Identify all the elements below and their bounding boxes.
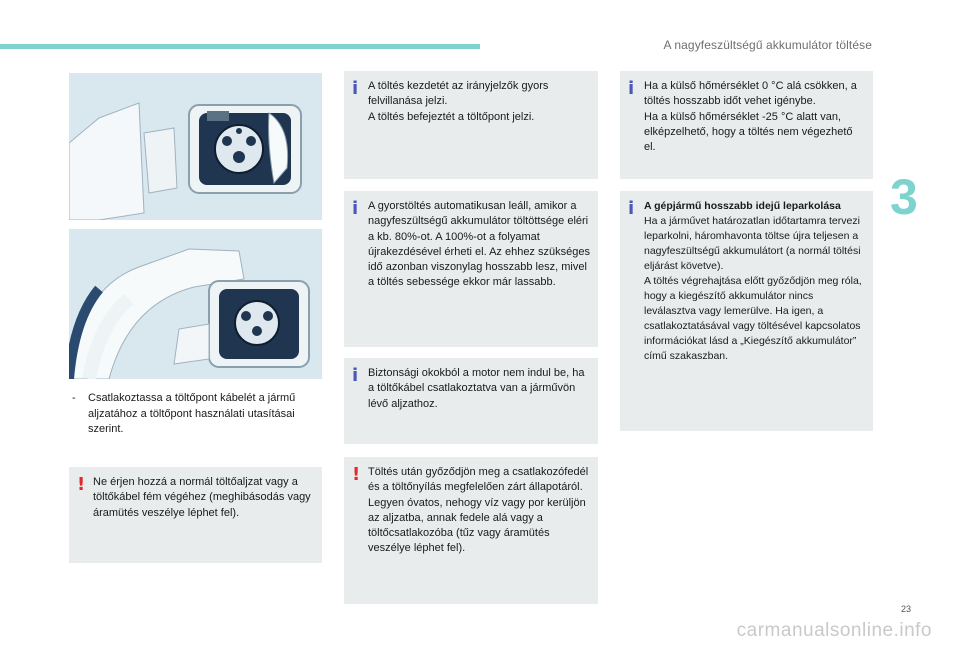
warning-text-line: Legyen óvatos, nehogy víz vagy por kerüljön az aljzatba, annak fedele alá vagy a töltőcsatlakozóba (tűz vagy áramütés veszélye léphet fel). [368, 496, 586, 555]
info-text-line: A töltés végrehajtása előtt győződjön meg róla, hogy a kiegészítő akkumulátor nincs leválasztva vagy lemerülve. Ha igen, a csatlakoztatásával vagy töltésével kapcsolatos információkat lásd a „Kiegészítő akkumulátor” című szakaszban. [644, 275, 862, 362]
temperature-info-box [620, 71, 873, 179]
metal-contact-warning-box [69, 467, 322, 563]
charging-cable-connection-illustration [69, 229, 322, 379]
bullet-text: Csatlakoztassa a töltőpont kábelét a jármű aljzatához a töltőpont használati utasításai szerint. [88, 392, 296, 435]
long-parking-info-box [620, 191, 873, 431]
info-text-line: Ha a külső hőmérséklet 0 °C alá csökken, a töltés hosszabb időt vehet igénybe. [644, 80, 857, 108]
info-icon: i [352, 365, 359, 386]
warning-icon: ! [352, 464, 361, 485]
charging-port-open-illustration [69, 73, 322, 220]
watermark: carmanualsonline.info [736, 620, 932, 641]
info-text-line: A töltés befejeztét a töltőpont jelzi. [368, 110, 535, 123]
header-accent-bar [0, 44, 480, 49]
warning-text-line: Töltés után győződjön meg a csatlakozófedél és a töltőnyílás megfelelően zárt állapotáról. [368, 466, 589, 494]
info-icon: i [628, 78, 635, 99]
warning-icon: ! [77, 474, 86, 495]
info-box-title: A gépjármű hosszabb idejű leparkolása [644, 200, 841, 212]
info-text-line: Ha a külső hőmérséklet -25 °C alatt van, elképzelhető, hogy a töltés nem végezhető el. [644, 110, 853, 154]
connection-instruction-bullet [72, 391, 322, 438]
fast-charge-info-box [344, 191, 598, 347]
after-charge-warning-box [344, 457, 598, 604]
info-icon: i [352, 78, 359, 99]
engine-lock-info-box [344, 358, 598, 444]
info-icon: i [352, 198, 359, 219]
chapter-number: 3 [890, 169, 918, 225]
info-text-line: A töltés kezdetét az irányjelzők gyors felvillanása jelzi. [368, 80, 549, 108]
bullet-dash: - [72, 392, 76, 404]
warning-text: Ne érjen hozzá a normál töltőaljzat vagy a töltőkábel fém végéhez (meghibásodás vagy áramütés veszélye léphet fel). [93, 476, 311, 519]
page-header-title: A nagyfeszültségű akkumulátor töltése [663, 38, 872, 52]
charging-indicator-info-box [344, 71, 598, 179]
page-number: 23 [901, 604, 912, 614]
info-icon: i [628, 198, 635, 219]
info-text: Biztonsági okokból a motor nem indul be, ha a töltőkábel csatlakoztatva van a járművön lévő aljzathoz. [368, 367, 585, 410]
info-text-line: Ha a járművet határozatlan időtartamra tervezi leparkolni, háromhavonta töltse újra teljesen a nagyfeszültségű akkumulátort (a normál töltési eljárást követve). [644, 215, 861, 272]
info-text: A gyorstöltés automatikusan leáll, amikor a nagyfeszültségű akkumulátor töltöttsége eléri a kb. 80%-ot. A 100%-ot a folyamat újrakezdésével érheti el. Az ehhez szükséges idő azonban viszonylag hosszabb lesz, mivel a töltés sebessége ekkor már lassabb. [368, 200, 590, 289]
